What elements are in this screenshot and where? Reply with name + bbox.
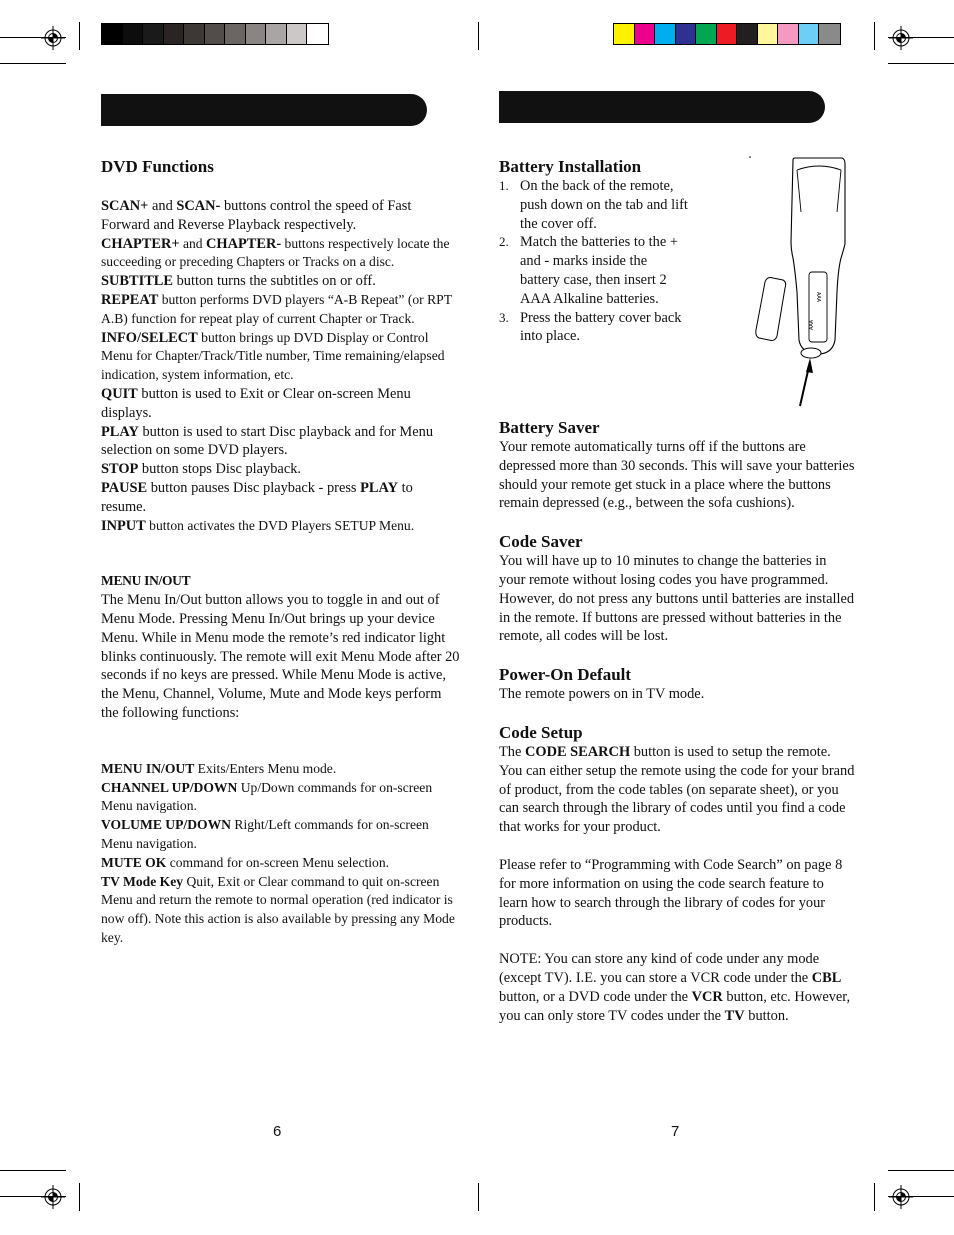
key-name: MENU IN/OUT	[101, 760, 195, 776]
color-swatch	[205, 24, 226, 44]
battery-saver-text: Your remote automatically turns off if the buttons are depressed more than 30 seconds. This will save your batteries should your remote get stuck in a place where the buttons remain depressed (e.g., between the sofa cushions).	[499, 439, 855, 512]
color-swatch	[307, 24, 328, 44]
section-title-dvd-functions: DVD Functions	[101, 157, 214, 176]
color-swatch	[758, 24, 779, 44]
color-swatch	[184, 24, 205, 44]
menu-mode-item: CHANNEL UP/DOWN Up/Down commands for on-screen Menu navigation.	[101, 779, 433, 814]
page-number-right: 7	[671, 1123, 680, 1140]
color-swatch	[143, 24, 164, 44]
step-text: Press the battery cover back into place.	[520, 309, 682, 345]
color-swatch	[696, 24, 717, 44]
step-text: On the back of the remote, push down on the tab and lift the cover off.	[520, 178, 688, 232]
menu-mode-item: MENU IN/OUT Exits/Enters Menu mode.	[101, 760, 337, 776]
color-swatch	[164, 24, 185, 44]
button-name: PAUSE	[101, 479, 148, 496]
code-setup-paragraph-1: The CODE SEARCH button is used to setup the remote. You can either setup the remote using the code for your brand of product, from the code tables (on separate sheet), or you can search through the library of codes until you find a code that works for your product.	[499, 743, 855, 836]
button-name: STOP	[101, 461, 139, 478]
dvd-function-item: QUIT button is used to Exit or Clear on-screen Menu displays.	[101, 385, 411, 421]
color-swatch	[778, 24, 799, 44]
registration-mark-icon	[889, 26, 913, 50]
right-header-bar	[499, 91, 825, 123]
section-title-battery-saver: Battery Saver	[499, 418, 600, 437]
dvd-function-item: PAUSE button pauses Disc playback - press PLAY to resume.	[101, 479, 413, 515]
code-setup-note: NOTE: You can store any kind of code under any mode (except TV). I.E. you can store a VCR code under the CBL button, or a DVD code under the VCR button, etc. However, you can only store TV codes under the TV button.	[499, 951, 851, 1024]
section-title-code-setup: Code Setup	[499, 722, 583, 742]
battery-step	[499, 309, 689, 347]
button-name: SUBTITLE	[101, 273, 173, 290]
color-swatch	[123, 24, 144, 44]
code-search-button-name: CODE SEARCH	[524, 743, 631, 760]
dvd-function-item: INPUT button activates the DVD Players SETUP Menu.	[101, 517, 415, 534]
button-name: INFO/SELECT	[101, 329, 198, 346]
button-name: CHAPTER-	[206, 235, 282, 252]
key-name: MUTE OK	[101, 854, 167, 870]
key-name: CHANNEL UP/DOWN	[101, 779, 238, 795]
registration-mark-icon	[41, 26, 65, 50]
color-swatch	[225, 24, 246, 44]
dvd-function-item: INFO/SELECT button brings up DVD Display or Control Menu for Chapter/Track/Title number, Time remaining/elapsed indication, system information, etc.	[101, 329, 445, 383]
section-title-battery-installation: Battery Installation	[499, 157, 642, 176]
menu-in-out-text: The Menu In/Out button allows you to toggle in and out of Menu Mode. Pressing Menu In/Out brings up your device Menu. While in Menu mode the remote’s red indicator light blinks continuously. The remote will exit Menu Mode after 20 seconds if no keys are pressed. While Menu Mode is active, the Menu, Channel, Volume, Mute and Mode keys perform the following functions:	[101, 592, 460, 721]
battery-label-2: AAA	[809, 319, 815, 330]
dvd-function-item: CHAPTER+ and CHAPTER- buttons respectively locate the succeeding or preceding Chapters or Tracks on a disc.	[101, 235, 450, 270]
section-title-code-saver: Code Saver	[499, 532, 583, 552]
menu-in-out-heading: MENU IN/OUT	[101, 573, 191, 589]
battery-step	[499, 233, 689, 308]
color-swatch	[717, 24, 738, 44]
step-text: Match the batteries to the + and - marks inside the battery case, then insert 2 AAA Alkaline batteries.	[520, 234, 678, 307]
code-saver-text: You will have up to 10 minutes to change the batteries in your remote without losing codes you have programmed. However, do not press any buttons until batteries are installed in the remote. If buttons are pressed without batteries in the remote, all codes will be lost.	[499, 553, 855, 645]
registration-mark-icon	[889, 1185, 913, 1209]
key-name: TV Mode Key	[101, 873, 184, 889]
color-swatch	[819, 24, 840, 44]
battery-label-1: AAA	[815, 292, 821, 303]
color-swatch	[635, 24, 656, 44]
color-swatch	[799, 24, 820, 44]
button-name: SCAN+	[101, 198, 149, 214]
color-swatch	[614, 24, 635, 44]
menu-mode-item: TV Mode Key Quit, Exit or Clear command to quit on-screen Menu and return the remote to normal operation (red indicator is now off). Note this action is also available by pressing any Mode key.	[101, 873, 455, 945]
registration-mark-icon	[41, 1185, 65, 1209]
button-name: PLAY	[101, 423, 139, 440]
dvd-function-item: SCAN+ and SCAN- buttons control the speed of Fast Forward and Reverse Playback respectively.	[101, 198, 412, 233]
dvd-function-item: STOP button stops Disc playback.	[101, 461, 302, 478]
color-swatch	[655, 24, 676, 44]
battery-step	[499, 177, 689, 233]
dvd-function-item: REPEAT button performs DVD players “A-B Repeat” (or RPT A.B) function for repeat play of current Chapter or Track.	[101, 291, 452, 326]
button-name: CHAPTER+	[101, 235, 180, 252]
section-title-power-on-default: Power-On Default	[499, 665, 632, 685]
color-swatch	[737, 24, 758, 44]
key-name: VOLUME UP/DOWN	[101, 817, 231, 833]
step-number: 1.	[499, 178, 509, 193]
code-setup-paragraph-2: Please refer to “Programming with Code Search” on page 8 for more information on using the code search feature to learn how to search through the library of codes for your products.	[499, 856, 843, 930]
color-swatch	[102, 24, 123, 44]
power-on-text: The remote powers on in TV mode.	[499, 686, 705, 703]
color-swatch	[287, 24, 308, 44]
menu-mode-item: MUTE OK command for on-screen Menu selection.	[101, 854, 390, 870]
dvd-function-item: PLAY button is used to start Disc playback and for Menu selection on some DVD players.	[101, 423, 434, 459]
color-swatch	[246, 24, 267, 44]
dvd-function-item: SUBTITLE button turns the subtitles on or off.	[101, 273, 376, 290]
color-calibration-strip	[613, 23, 841, 45]
left-header-bar	[101, 94, 427, 126]
color-swatch	[266, 24, 287, 44]
step-number: 3.	[499, 309, 509, 325]
left-column	[101, 157, 461, 948]
step-number: 2.	[499, 234, 509, 250]
grayscale-calibration-strip	[101, 23, 329, 45]
button-name: INPUT	[101, 517, 146, 534]
battery-steps-list	[499, 177, 689, 346]
menu-mode-item: VOLUME UP/DOWN Right/Left commands for on-screen Menu navigation.	[101, 817, 429, 851]
button-name: REPEAT	[101, 291, 159, 308]
remote-battery-illustration	[745, 152, 855, 412]
button-name: PLAY	[360, 479, 398, 496]
page-number-left: 6	[273, 1123, 282, 1140]
menu-mode-list	[101, 760, 461, 948]
button-name: QUIT	[101, 385, 138, 402]
color-swatch	[676, 24, 697, 44]
dvd-function-list	[101, 197, 461, 535]
right-column-lower	[499, 418, 855, 1025]
button-name: SCAN-	[176, 198, 221, 214]
